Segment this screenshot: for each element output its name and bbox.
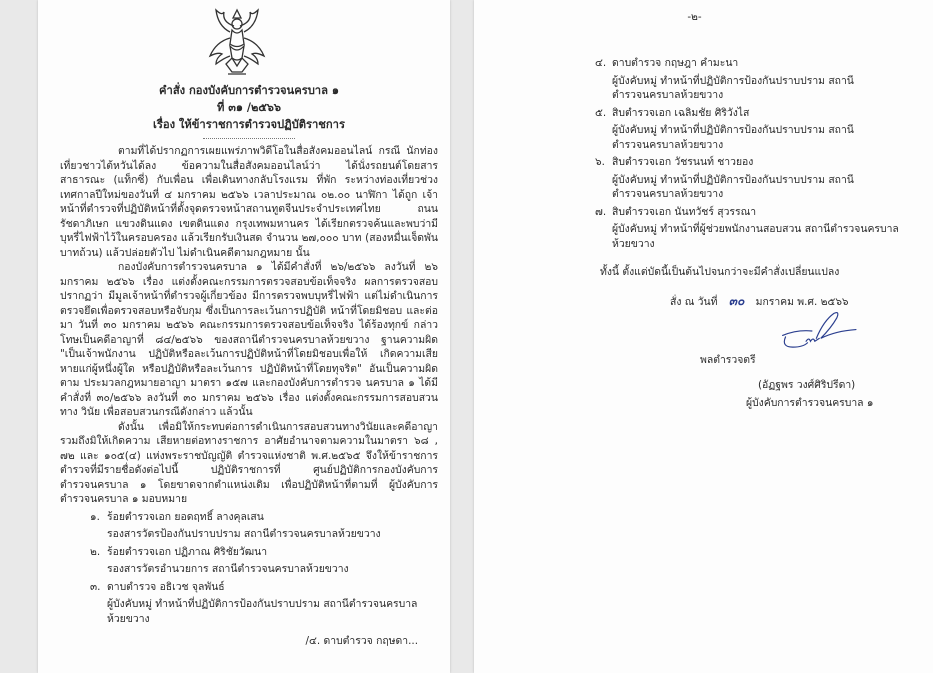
body-paragraph bbox=[60, 144, 438, 260]
item-number: ๒. bbox=[90, 545, 101, 558]
officer-position: ผู้บังคับหมู่ ทำหน้าที่ปฏิบัติการป้องกันปราบปราม สถานีตำรวจนครบาลห้วยขวาง bbox=[612, 124, 854, 151]
item-number: ๗. bbox=[595, 205, 607, 218]
divider bbox=[203, 138, 295, 139]
list-item bbox=[90, 580, 438, 627]
handwritten-day: ๓๐ bbox=[728, 293, 745, 308]
body-line: กล่าวโทษเป็นคดีอาญาที่ ๘๔/๒๕๖๖ ของสถานีตำรวจนครบาลห้วยขวาง ฐานความผิด "เป็นเจ้าพนักงาน bbox=[60, 319, 438, 360]
list-item bbox=[595, 106, 915, 153]
body-line: ดังนั้น เพื่อมิให้กระทบต่อการดำเนินการสอบสวนทางวินัยและคดีอาญา รวมถึงมิให้เกิดความ bbox=[60, 420, 438, 447]
document-page-1 bbox=[38, 0, 450, 673]
order-body bbox=[60, 144, 438, 507]
item-number: ๑. bbox=[90, 510, 100, 523]
item-number: ๓. bbox=[90, 580, 101, 593]
signature-area bbox=[595, 309, 915, 353]
item-text bbox=[107, 510, 438, 542]
document-page-2 bbox=[474, 0, 933, 673]
body-line: ตามที่ได้ปรากฏการเผยแพร่ภาพวิดีโอในสื่อสังคมออนไลน์ กรณี นักท่องเที่ยวชาวไต้หวันได้ลง bbox=[60, 145, 438, 172]
body-line: เจ้าหน้าที่ตำรวจที่ปฏิบัติหน้าที่ตั้งจุดตรวจหน้าสถานทูตจีนประจำประเทศไทย ถนนรัชดาภิเษก แขวงดินแดง bbox=[60, 188, 439, 230]
signature-image bbox=[765, 309, 875, 353]
body-paragraph bbox=[60, 420, 438, 507]
officer-name: ร้อยตำรวจเอก ยอดฤทธิ์ ลางคุลเสน bbox=[107, 510, 264, 523]
body-line: ที่พัก ระหว่างท่องเที่ยวช่วงเทศกาลปีใหม่ของวันที่ ๔ มกราคม ๒๕๖๖ เวลาประมาณ ๐๒.๐๐ นาฬิกา ได้ถูก bbox=[60, 174, 438, 201]
officer-name: สิบตำรวจเอก วัชรนนท์ ชาวยอง bbox=[612, 156, 754, 168]
list-item bbox=[595, 56, 915, 103]
body-line: ผู้บังคับการตำรวจนครบาล ๑ มอบหมาย bbox=[60, 478, 438, 505]
list-item bbox=[90, 545, 438, 577]
officer-name: สิบตำรวจเอก เฉลิมชัย ศิริวังไส bbox=[612, 106, 750, 119]
officer-position: ผู้บังคับหมู่ ทำหน้าที่ปฏิบัติการป้องกันปราบปราม สถานีตำรวจนครบาลห้วยขวาง bbox=[107, 598, 418, 625]
page-number: -๒- bbox=[687, 11, 702, 23]
body-line: ปฏิบัติหรือละเว้นการปฏิบัติหน้าที่โดยมิชอบเพื่อให้ เกิดความเสียหายแก่ผู้หนึ่งผู้ใด หรือปฏิบัติหรือละเว้นการ bbox=[60, 348, 438, 375]
body-line: วินัย เพื่อสอบสวนกรณีดังกล่าว แล้วนั้น bbox=[81, 406, 253, 418]
item-number: ๖. bbox=[595, 156, 605, 168]
body-line: ศูนย์ปฏิบัติการกองบังคับการตำรวจนครบาล ๑ โดยขาดจากตำแหน่งเดิม เพื่อปฏิบัติหน้าที่ตามที่ bbox=[60, 464, 438, 491]
item-text bbox=[612, 56, 915, 103]
body-paragraph bbox=[60, 260, 438, 420]
officer-list bbox=[595, 56, 915, 251]
body-line: หน้าที่โดยมิชอบ และต่อมา วันที่ ๓๐ มกราคม ๒๕๖๖ คณะกรรมการตรวจสอบข้อเท็จจริง ได้ร้องทุกข์ bbox=[60, 304, 438, 331]
officer-name: ดาบตำรวจ กฤษฎา คำมะนา bbox=[612, 57, 739, 69]
item-text bbox=[612, 155, 915, 202]
body-line: จำนวน ๒๗,๐๐๐ บาท (สองหมื่นเจ็ดพันบาทถ้วน) แล้วปล่อยตัวไป ไม่ดำเนินคดีตามกฎหมาย นั้น bbox=[60, 232, 438, 259]
date-suffix: มกราคม พ.ศ. ๒๕๖๖ bbox=[755, 295, 849, 308]
body-line: มีการตรวจพบบุหรี่ไฟฟ้า แต่ไม่ดำเนินการตรวจยึดเพื่อตรวจสอบหรือจับกุม ซึ่งเป็นการละเว้นการปฏิบัติ bbox=[60, 290, 438, 317]
officer-name: สิบตำรวจเอก นันทวัชร์ สุวรรณา bbox=[612, 205, 757, 218]
item-number: ๕. bbox=[595, 106, 607, 119]
item-text bbox=[612, 205, 915, 252]
order-number: ที่ ๓๑ /๒๕๖๖ bbox=[216, 101, 282, 114]
order-date bbox=[670, 294, 915, 310]
officer-position: รองสารวัตรอำนวยการ สถานีตำรวจนครบาลห้วยขวาง bbox=[107, 563, 349, 575]
officer-position: รองสารวัตรป้องกันปราบปราม สถานีตำรวจนครบาลห้วยขวาง bbox=[107, 528, 381, 540]
signer-title: ผู้บังคับการตำรวจนครบาล ๑ bbox=[746, 397, 874, 409]
officer-position: ผู้บังคับหมู่ ทำหน้าที่ปฏิบัติการป้องกันปราบปราม สถานีตำรวจนครบาลห้วยขวาง bbox=[612, 74, 854, 101]
officer-position: ผู้บังคับหมู่ ทำหน้าที่ปฏิบัติการป้องกันปราบปราม สถานีตำรวจนครบาลห้วยขวาง bbox=[612, 173, 854, 200]
body-line: ปฏิบัติหน้าที่โดยทุจริต" อันเป็นความผิดตาม ประมวลกฎหมายอาญา มาตรา ๑๕๗ และกองบังคับการตำรวจ bbox=[60, 362, 438, 389]
garuda-emblem-icon bbox=[206, 2, 268, 80]
body-line: เขตดินแดง กรุงเทพมหานคร ได้เรียกตรวจค้นและพบว่ามีบุหรี่ไฟฟ้าไว้ในครอบครอง แล้วเรียกรับเงินสด bbox=[60, 217, 438, 244]
body-line: เสียหายต่อทางราชการ อาศัยอำนาจตามความในมาตรา ๖๘ , ๗๒ และ ๑๐๕(๔) แห่งพระราชบัญญัติ bbox=[60, 435, 438, 462]
list-item bbox=[90, 510, 438, 542]
signer-rank: พลตำรวจตรี bbox=[700, 354, 756, 366]
body-line: กองบังคับการตำรวจนครบาล ๑ ได้มีคำสั่งที่ ๒๖/๒๕๖๖ ลงวันที่ ๒๖ มกราคม ๒๕๖๖ bbox=[60, 261, 438, 288]
officer-list bbox=[90, 510, 438, 627]
body-line: ข้อความในสื่อสังคมออนไลน์ว่า ได้นั่งรถยนต์โดยสารสาธารณะ (แท็กซี่) กับเพื่อน เพื่อเดินทางกลับโรงแรม bbox=[60, 159, 438, 186]
list-item bbox=[595, 205, 915, 252]
signer-name: (อัฏฐพร วงศ์ศิริปรีดา) bbox=[758, 378, 856, 391]
body-line: ตำรวจแห่งชาติ พ.ศ.๒๕๖๕ จึงให้ข้าราชการตำรวจที่มีรายชื่อดังต่อไปนี้ ปฏิบัติราชการที่ bbox=[60, 449, 439, 476]
item-number: ๔. bbox=[595, 57, 607, 69]
body-line: นครบาล ๑ ได้มีคำสั่งที่ ๓๐/๒๕๖๖ ลงวันที่ ๓๐ มกราคม ๒๕๖๖ เรื่อง แต่งตั้งคณะกรรมการสอบสวนทาง bbox=[60, 377, 438, 418]
order-title: คำสั่ง กองบังคับการตำรวจนครบาล ๑ bbox=[159, 84, 339, 97]
continuation-note: /๔. ดาบตำรวจ กฤษดา... bbox=[305, 635, 418, 647]
order-subject: เรื่อง ให้ข้าราชการตำรวจปฏิบัติราชการ bbox=[153, 118, 345, 131]
item-text bbox=[107, 545, 438, 577]
date-prefix: สั่ง ณ วันที่ bbox=[670, 295, 718, 308]
emblem-area bbox=[60, 0, 438, 82]
officer-name: ดาบตำรวจ อธิเวช จุลพันธ์ bbox=[107, 580, 225, 593]
officer-position: ผู้บังคับหมู่ ทำหน้าที่ผู้ช่วยพนักงานสอบสวน สถานีตำรวจนครบาลห้วยขวาง bbox=[612, 223, 899, 250]
officer-name: ร้อยตำรวจเอก ปฏิภาณ ศิริชัยวัฒนา bbox=[107, 545, 268, 558]
item-text bbox=[107, 580, 438, 627]
list-item bbox=[595, 155, 915, 202]
body-line: เรื่อง แต่งตั้งคณะกรรมการตรวจสอบข้อเท็จจริง ผลการตรวจสอบปรากฏว่า มีมูลเจ้าหน้าที่ตำรวจผู้เกี่ยวข้อง bbox=[60, 275, 438, 302]
item-text bbox=[612, 106, 915, 153]
closing-text: ทั้งนี้ ตั้งแต่บัดนี้เป็นต้นไปจนกว่าจะมีคำสั่งเปลี่ยนแปลง bbox=[600, 266, 840, 278]
